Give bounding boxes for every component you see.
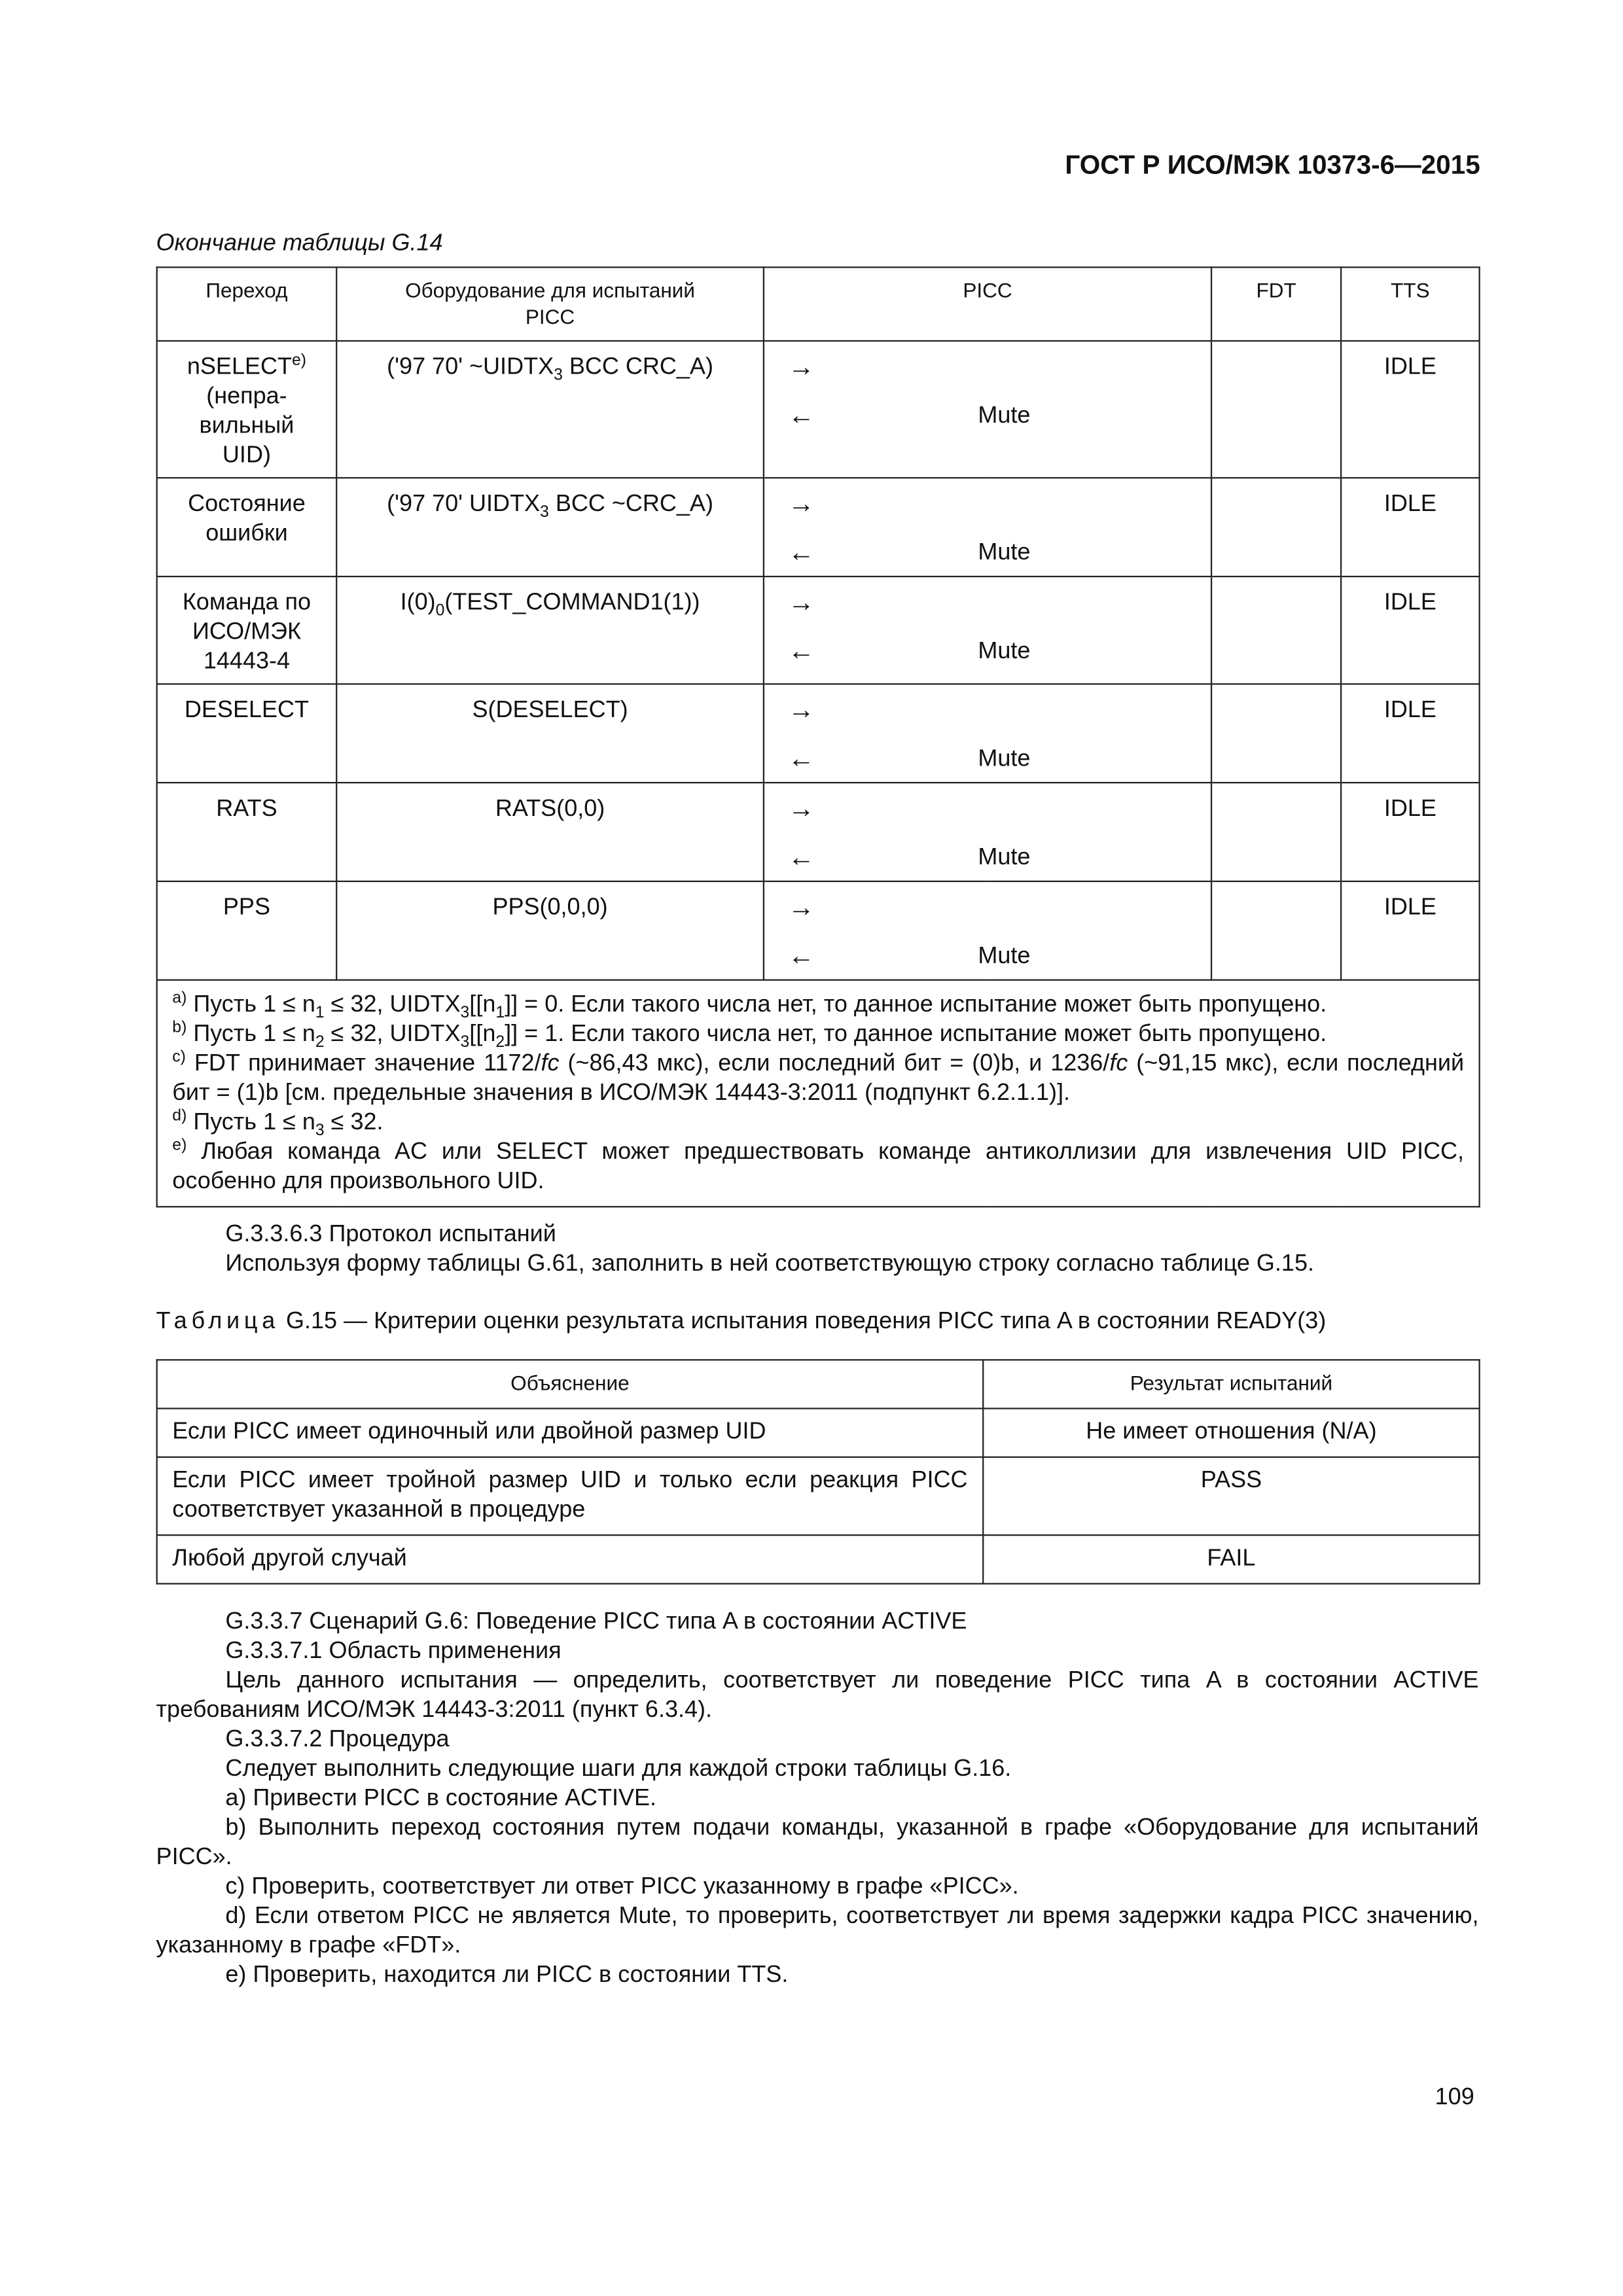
picc-response: Mute: [978, 944, 1031, 969]
receive-arrow-icon: ←: [788, 842, 815, 872]
fdt-cell: [1211, 684, 1341, 783]
send-arrow-icon: →: [788, 351, 815, 381]
send-arrow-icon: →: [788, 587, 815, 617]
picc-cell: [764, 783, 1211, 881]
section-protocol: [156, 1221, 1479, 1280]
equipment-cell: ('97 70' $\sim UIDTX_3$ BCC CRC_A): [336, 341, 764, 478]
list-item: e) Проверить, находится ли PICC в состоянии TTS.: [225, 1962, 789, 1988]
paragraph: Следует выполнить следующие шаги для каждой строки таблицы G.16.: [225, 1756, 1012, 1782]
transition-cell: RATS: [157, 783, 337, 881]
note-c: $^{c)}$ FDT принимает значение 1172/fc (~86,43 мкс), если последний бит = (0)b, и 1236/fc (~91,15 мкс), если последний бит = (1)b [см. предельные значения в ИСО/МЭК 14443-3:2011 (подпункт 6.2.1.1)].: [172, 1048, 1465, 1106]
section-scenario-g6: [156, 1608, 1479, 1991]
equipment-cell: $I(0)_0(TEST\_COMMAND1(1))$: [336, 576, 764, 684]
table-header-row: [157, 1360, 1480, 1407]
transition-cell: PPS: [157, 881, 337, 980]
send-arrow-icon: →: [788, 695, 815, 725]
picc-response: Mute: [978, 845, 1031, 871]
tts-cell: IDLE: [1341, 478, 1480, 576]
table-row: [157, 341, 1480, 478]
document-code: ГОСТ Р ИСО/МЭК 10373-6—2015: [1065, 150, 1480, 180]
explanation-cell: Любой другой случай: [157, 1534, 984, 1583]
tts-cell: IDLE: [1341, 881, 1480, 980]
receive-arrow-icon: ←: [788, 743, 815, 773]
picc-response: Mute: [978, 403, 1031, 429]
note-e: $^{e)}$ Любая команда AC или SELECT может предшествовать команде антиколлизии для извлечения UID PICC, особенно для произвольного UID.: [172, 1137, 1465, 1195]
paragraph: Используя форму таблицы G.61, заполнить в ней соответствующую строку согласно таблице G.15.: [225, 1251, 1315, 1277]
header-result: Результат испытаний: [983, 1360, 1479, 1407]
result-cell: FAIL: [983, 1534, 1479, 1583]
send-arrow-icon: →: [788, 892, 815, 922]
table-row: [157, 478, 1480, 576]
transition-cell: nSELECT$^{e)}$ (непра-вильный UID): [157, 341, 337, 478]
picc-cell: [764, 576, 1211, 684]
list-item: c) Проверить, соответствует ли ответ PICC указанному в графе «PICC».: [225, 1874, 1019, 1900]
receive-arrow-icon: ←: [788, 400, 815, 431]
note-a: $^{a)}$ Пусть $1 \le n_1 \le 32$, $UIDTX_3[[n_1]] = 0$. Если такого числа нет, то данное испытание может быть пропущено.: [172, 989, 1327, 1022]
picc-cell: [764, 881, 1211, 980]
header-picc: PICC: [764, 267, 1211, 341]
receive-arrow-icon: ←: [788, 636, 815, 666]
header-explanation: Объяснение: [157, 1360, 984, 1407]
tts-cell: IDLE: [1341, 576, 1480, 684]
fdt-cell: [1211, 341, 1341, 478]
list-item: b) Выполнить переход состояния путем подачи команды, указанной в графе «Оборудование для испытаний PICC».: [156, 1815, 1479, 1871]
section-heading: G.3.3.6.3 Протокол испытаний: [225, 1222, 556, 1248]
note-b: $^{b)}$ Пусть $1 \le n_2 \le 32$, $UIDTX_3[[n_2]] = 1$. Если такого числа нет, то данное испытание может быть пропущено.: [172, 1019, 1327, 1051]
list-item: d) Если ответом PICC не является Mute, то проверить, соответствует ли время задержки кадра PICC значению, указанному в графе «FDT».: [156, 1903, 1479, 1959]
equipment-cell: ('97 70' $UIDTX_3$ BCC ~CRC_A): [336, 478, 764, 576]
tts-cell: IDLE: [1341, 341, 1480, 478]
picc-cell: [764, 684, 1211, 783]
section-heading: G.3.3.7 Сценарий G.6: Поведение PICC типа A в состоянии ACTIVE: [225, 1609, 967, 1635]
picc-response: Mute: [978, 540, 1031, 566]
picc-cell: [764, 478, 1211, 576]
note-d: $^{d)}$ Пусть $1 \le n_3 \le 32$.: [172, 1107, 383, 1140]
table-row: [157, 1534, 1480, 1583]
fdt-cell: [1211, 783, 1341, 881]
picc-cell: [764, 341, 1211, 478]
table-row: [157, 576, 1480, 684]
paragraph: Цель данного испытания — определить, соответствует ли поведение PICC типа A в состоянии ACTIVE требованиям ИСО/МЭК 14443-3:2011 (пункт 6.3.4).: [156, 1668, 1479, 1723]
section-heading: G.3.3.7.1 Область применения: [225, 1638, 562, 1665]
table-g14: [156, 266, 1480, 1207]
table-row: [157, 1457, 1480, 1534]
result-cell: Не имеет отношения (N/A): [983, 1407, 1479, 1456]
table-row: [157, 1407, 1480, 1456]
transition-cell: Состояние ошибки: [157, 478, 337, 576]
explanation-cell: Если PICC имеет тройной размер UID и только если реакция PICC соответствует указанной в процедуре: [157, 1457, 984, 1534]
tts-cell: IDLE: [1341, 684, 1480, 783]
send-arrow-icon: →: [788, 489, 815, 519]
table-g15: [156, 1359, 1480, 1583]
table-header-row: [157, 267, 1480, 341]
send-arrow-icon: →: [788, 794, 815, 824]
receive-arrow-icon: ←: [788, 941, 815, 971]
equipment-cell: S(DESELECT): [336, 684, 764, 783]
header-transition: Переход: [157, 267, 337, 341]
section-heading: G.3.3.7.2 Процедура: [225, 1727, 450, 1753]
receive-arrow-icon: ←: [788, 537, 815, 567]
table-notes-row: [157, 980, 1480, 1207]
explanation-cell: Если PICC имеет одиночный или двойной размер UID: [157, 1407, 984, 1456]
equipment-cell: RATS(0,0): [336, 783, 764, 881]
fdt-cell: [1211, 576, 1341, 684]
picc-response: Mute: [978, 747, 1031, 772]
transition-cell: DESELECT: [157, 684, 337, 783]
page-number: 109: [1435, 2085, 1474, 2110]
result-cell: PASS: [983, 1457, 1479, 1534]
fdt-cell: [1211, 881, 1341, 980]
tts-cell: IDLE: [1341, 783, 1480, 881]
table-row: [157, 684, 1480, 783]
table-g15-caption: Таблица G.15 — Критерии оценки результата испытания поведения PICC типа A в состоянии READY(3): [156, 1309, 1327, 1334]
list-item: a) Привести PICC в состояние ACTIVE.: [225, 1786, 657, 1812]
table-notes: [157, 980, 1480, 1207]
table-caption: Окончание таблицы G.14: [156, 231, 443, 256]
equipment-cell: PPS(0,0,0): [336, 881, 764, 980]
header-equipment: Оборудование для испытаний PICC: [336, 267, 764, 341]
header-tts: TTS: [1341, 267, 1480, 341]
transition-cell: Команда по ИСО/МЭК 14443-4: [157, 576, 337, 684]
fdt-cell: [1211, 478, 1341, 576]
table-row: [157, 783, 1480, 881]
picc-response: Mute: [978, 639, 1031, 664]
header-fdt: FDT: [1211, 267, 1341, 341]
table-row: [157, 881, 1480, 980]
